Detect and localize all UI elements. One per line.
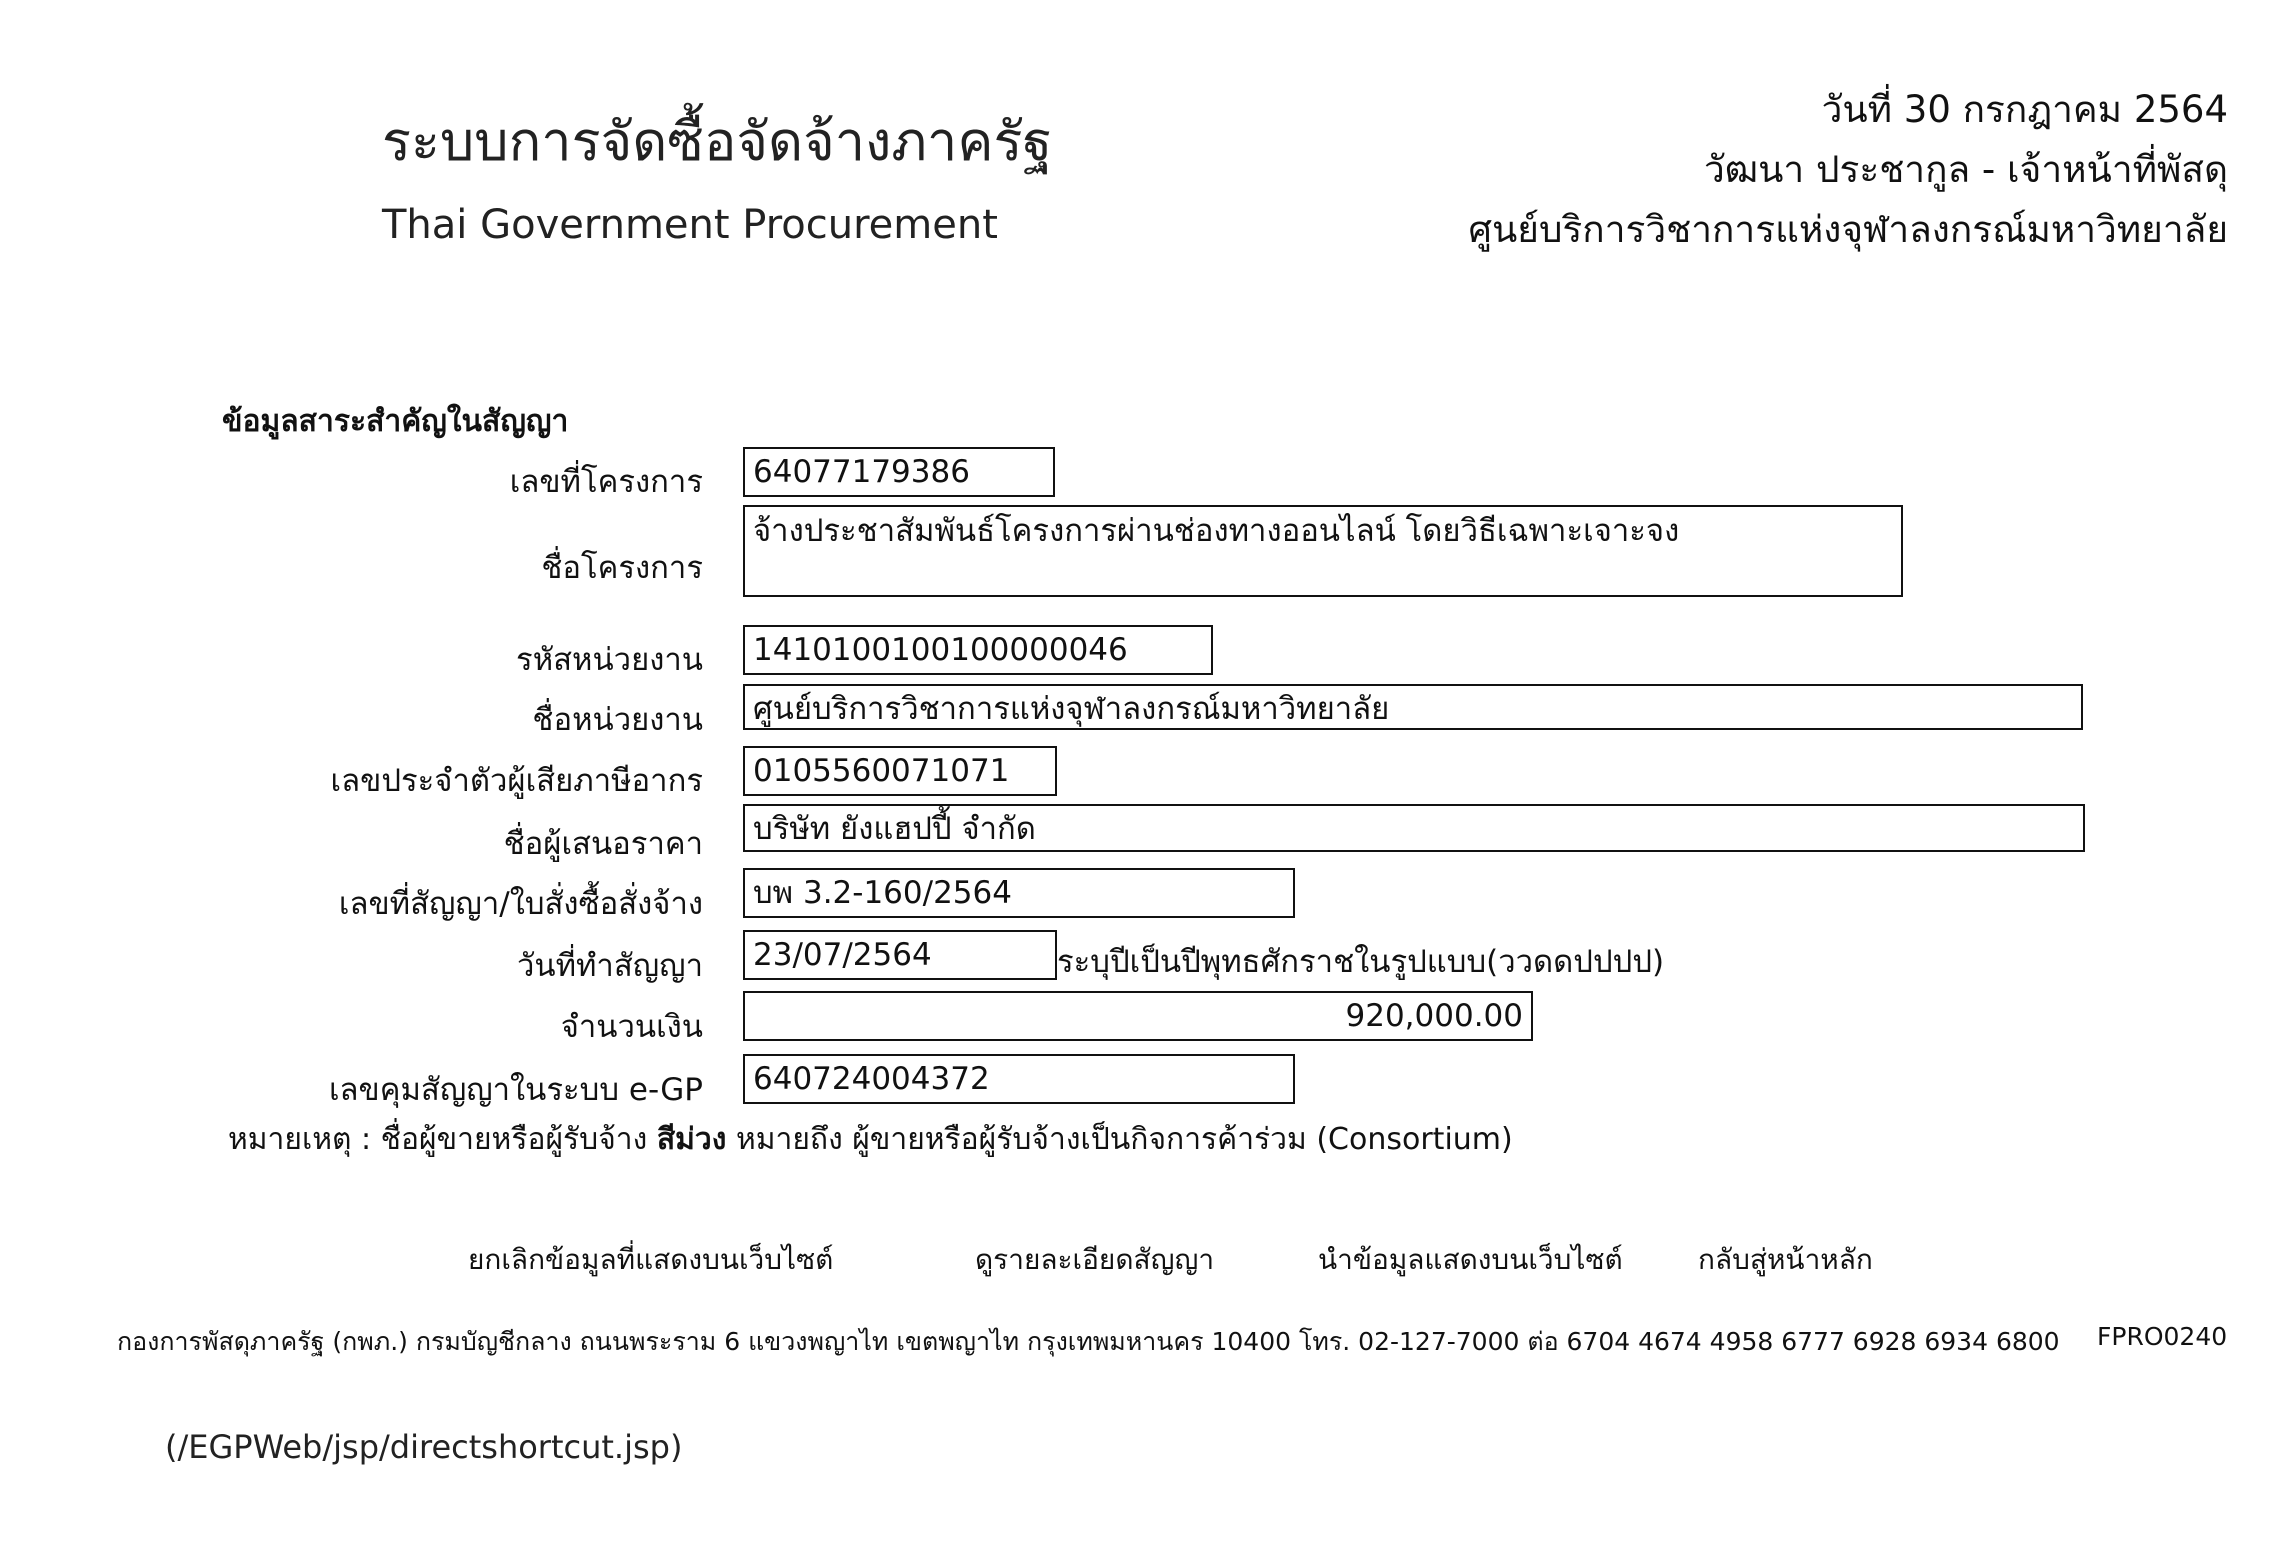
label-project-name: ชื่อโครงการ xyxy=(541,550,703,586)
contract-no-field[interactable]: บพ 3.2-160/2564 xyxy=(743,868,1295,918)
label-contract-no: เลขที่สัญญา/ใบสั่งซื้อสั่งจ้าง xyxy=(338,886,703,922)
bidder-field[interactable]: บริษัท ยังแฮปปี้ จำกัด xyxy=(743,804,2085,852)
header-date: วันที่ 30 กรกฎาคม 2564 xyxy=(1821,88,2228,131)
egp-no-field[interactable]: 640724004372 xyxy=(743,1054,1295,1104)
contract-date-hint: ระบุปีเป็นปีพุทธศักราชในรูปแบบ(ววดดปปปป) xyxy=(1057,944,1665,980)
publish-link[interactable]: นำข้อมูลแสดงบนเว็บไซต์ xyxy=(1318,1243,1623,1276)
tax-id-field[interactable]: 0105560071071 xyxy=(743,746,1057,796)
project-no-field[interactable]: 64077179386 xyxy=(743,447,1055,497)
project-name-field[interactable]: จ้างประชาสัมพันธ์โครงการผ่านช่องทางออนไลน์ โดยวิธีเฉพาะเจาะจง xyxy=(743,505,1903,597)
label-amount: จำนวนเงิน xyxy=(560,1009,703,1045)
label-agency-name: ชื่อหน่วยงาน xyxy=(532,702,703,738)
label-agency-code: รหัสหน่วยงาน xyxy=(516,642,703,678)
label-egp-no: เลขคุมสัญญาในระบบ e-GP xyxy=(328,1072,703,1108)
section-title: ข้อมูลสาระสำคัญในสัญญา xyxy=(222,404,569,439)
header-organization: ศูนย์บริการวิชาการแห่งจุฬาลงกรณ์มหาวิทยาลัย xyxy=(1468,208,2228,251)
note-highlight: สีม่วง xyxy=(656,1122,727,1157)
agency-name-field[interactable]: ศูนย์บริการวิชาการแห่งจุฬาลงกรณ์มหาวิทยาลัย xyxy=(743,684,2083,730)
contract-date-field[interactable]: 23/07/2564 xyxy=(743,930,1057,980)
system-title-english: Thai Government Procurement xyxy=(382,202,998,248)
cancel-publish-link[interactable]: ยกเลิกข้อมูลที่แสดงบนเว็บไซต์ xyxy=(468,1243,834,1276)
header-user: วัฒนา ประชากูล - เจ้าหน้าที่พัสดุ xyxy=(1703,148,2228,191)
footer-address: กองการพัสดุภาครัฐ (กพภ.) กรมบัญชีกลาง ถนนพระราม 6 แขวงพญาไท เขตพญาไท กรุงเทพมหานคร 10400 โทร. 02-127-7000 ต่อ 6704 4674 4958 6777 6928 6934 6800 xyxy=(117,1327,2060,1356)
consortium-note xyxy=(228,1116,1513,1163)
label-tax-id: เลขประจำตัวผู้เสียภาษีอากร xyxy=(330,763,703,799)
page-code: FPRO0240 xyxy=(2097,1322,2228,1351)
view-contract-link[interactable]: ดูรายละเอียดสัญญา xyxy=(975,1243,1215,1276)
page-url: (/EGPWeb/jsp/directshortcut.jsp) xyxy=(165,1428,683,1466)
note-prefix: หมายเหตุ : ชื่อผู้ขายหรือผู้รับจ้าง xyxy=(228,1122,657,1157)
agency-code-field[interactable]: 1410100100100000046 xyxy=(743,625,1213,675)
home-link[interactable]: กลับสู่หน้าหลัก xyxy=(1698,1243,1873,1276)
label-bidder: ชื่อผู้เสนอราคา xyxy=(503,826,703,862)
note-suffix: หมายถึง ผู้ขายหรือผู้รับจ้างเป็นกิจการค้าร่วม (Consortium) xyxy=(726,1122,1513,1157)
amount-field[interactable]: 920,000.00 xyxy=(743,991,1533,1041)
system-title-thai: ระบบการจัดซื้อจัดจ้างภาครัฐ xyxy=(382,110,1053,173)
label-project-no: เลขที่โครงการ xyxy=(509,464,703,500)
label-contract-date: วันที่ทำสัญญา xyxy=(516,948,703,984)
